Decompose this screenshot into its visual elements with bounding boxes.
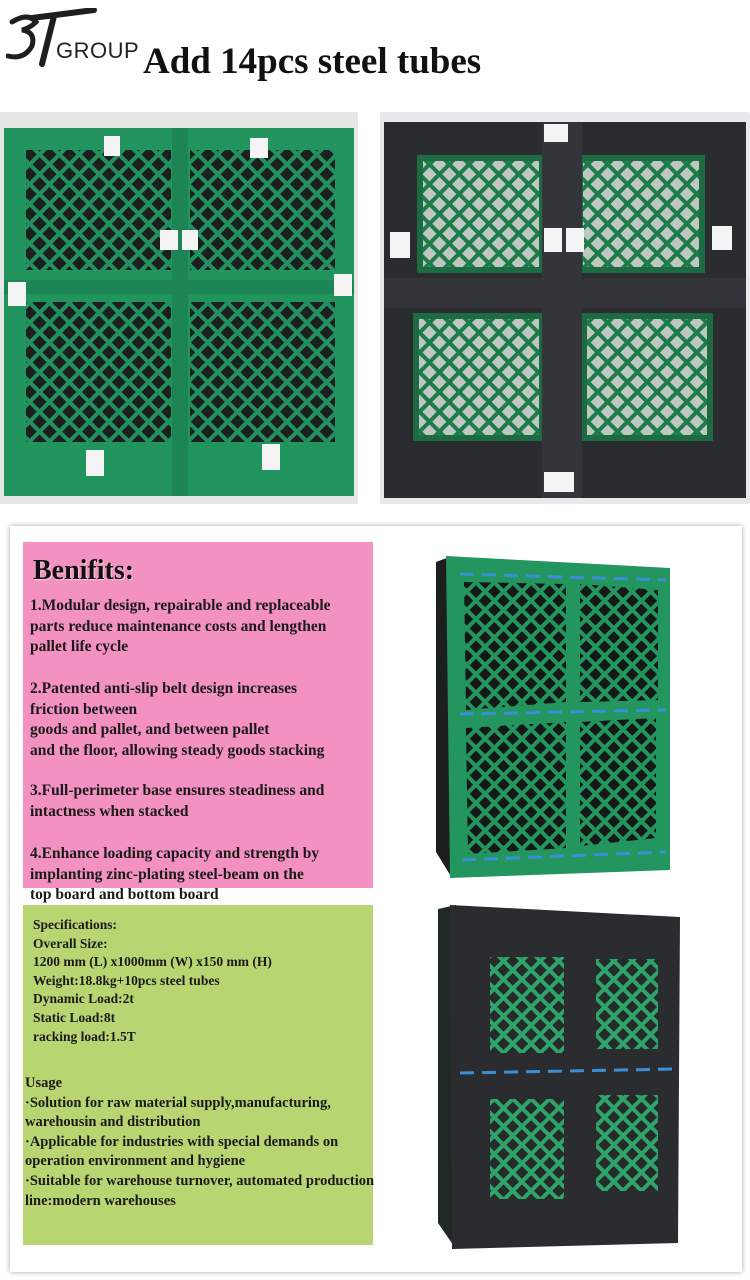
specifications bbox=[33, 916, 272, 1046]
benefit-item: 3.Full-perimeter base ensures steadiness and intactness when stacked bbox=[30, 782, 325, 820]
benefit-item: 4.Enhance loading capacity and strength by implanting zinc-plating steel-beam on the top board and bottom board bbox=[30, 845, 320, 903]
photo-green-pallet-top bbox=[0, 112, 358, 504]
brand-logo bbox=[6, 8, 140, 68]
usage bbox=[25, 1074, 455, 1211]
photo-green-pallet-angle bbox=[430, 552, 680, 882]
spec-line: racking load:1.5T bbox=[33, 1028, 136, 1044]
usage-line: ·Applicable for industries with special demands on bbox=[25, 1133, 339, 1150]
usage-line: operation environment and hygiene bbox=[25, 1153, 246, 1170]
benefit-item: 1.Modular design, repairable and replaceable parts reduce maintenance costs and lengthen pallet life cycle bbox=[30, 597, 331, 655]
benefit-item: 2.Patented anti-slip belt design increases friction between goods and pallet, and between pallet and the floor, allowing steady goods stacking bbox=[30, 680, 325, 759]
usage-line: ·Solution for raw material supply,manufacturing, bbox=[25, 1094, 331, 1111]
spec-line: Dynamic Load:2t bbox=[33, 991, 134, 1007]
usage-line: line:modern warehouses bbox=[25, 1192, 176, 1209]
benefits-title: Benifits: bbox=[33, 555, 135, 586]
spec-line: Overall Size: bbox=[33, 935, 108, 951]
usage-line: ·Suitable for warehouse turnover, automated production bbox=[25, 1172, 375, 1189]
spec-line: Weight:18.8kg+10pcs steel tubes bbox=[33, 972, 220, 988]
logo-text: GROUP bbox=[56, 38, 140, 63]
page-headline: Add 14pcs steel tubes bbox=[143, 41, 482, 82]
usage-line: warehousin and distribution bbox=[25, 1114, 201, 1131]
spec-line: Static Load:8t bbox=[33, 1009, 116, 1025]
spec-line: 1200 mm (L) x1000mm (W) x150 mm (H) bbox=[33, 954, 272, 970]
photo-black-pallet-angle bbox=[430, 903, 680, 1253]
usage-title: Usage bbox=[25, 1075, 63, 1091]
photo-black-pallet-top bbox=[380, 112, 750, 504]
specifications-title: Specifications: bbox=[33, 917, 117, 932]
